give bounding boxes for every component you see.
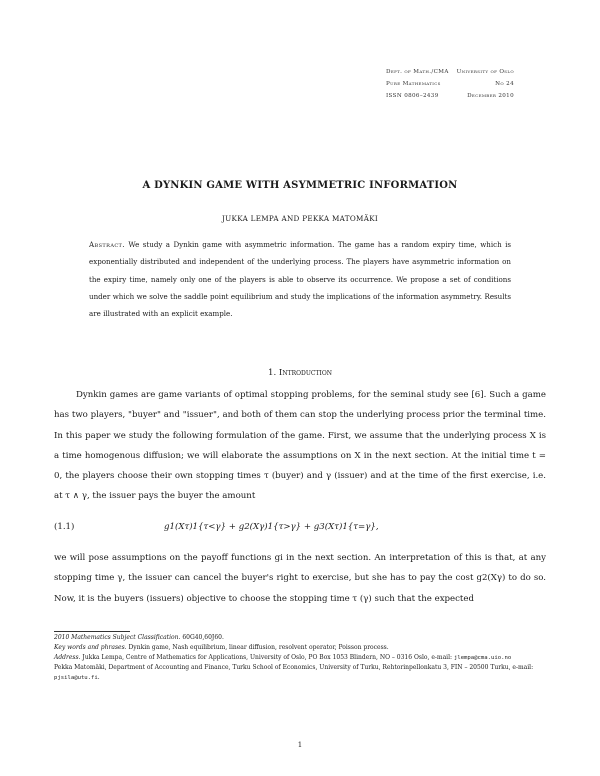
paper-authors: JUKKA LEMPA AND PEKKA MATOMÄKI [221,214,379,223]
paper-title: A DYNKIN GAME WITH ASYMMETRIC INFORMATION [142,180,458,191]
abstract [89,236,511,322]
email-link-2[interactable]: pjsila@utu.fi [54,675,98,682]
equation-1-1 [54,522,546,538]
footnote-keywords [54,643,550,653]
footnote-msc [54,633,550,643]
keywords-value: Dynkin game, Nash equilibrium, linear diffusion, resolvent operator, Poisson process. [128,643,389,651]
footnote-end: . [97,674,100,682]
header-right-1: University of Oslo [456,69,514,75]
equation-number: (1.1) [54,522,75,532]
footnote-address-2 [54,663,550,684]
header-right-2: No 24 [495,81,514,87]
section-title: Introduction [278,368,333,378]
intro-paragraph-2: we will pose assumptions on the payoff functions gi in the next section. An interpretation of this is that, at any stopping time γ, the issuer can cancel the buyer's right to exercise, but she has to pay the cost g2(Xγ) to do so. Now, it is the buyers (issuers) objective to choose the stopping time τ (γ) such that the expected [54,553,546,604]
abstract-label: Abstract. [89,240,125,249]
header-left-3: ISSN 0806–2439 [386,93,439,99]
address-1-text: Jukka Lempa, Centre of Mathematics for Applications, University of Oslo, PO Box 1053 Blindern, NO – 0316 Oslo, e-mail: [82,653,453,661]
header-left-1: Dept. of Math./CMA [386,69,449,75]
header-right-3: December 2010 [467,93,514,99]
address-2-text: Pekka Matomäki, Department of Accounting and Finance, Turku School of Economics, University of Turku, Rehtorinpellonkatu 3, FIN – 20500 Turku, e-mail: [54,664,534,672]
keywords-label: Key words and phrases. [54,643,127,651]
section-number: 1. [267,368,277,378]
address-label: Address. [54,653,81,661]
footnote-address-1 [54,653,550,664]
header-left-2: Pure Mathematics [386,81,441,87]
intro-paragraph-1: Dynkin games are game variants of optimal stopping problems, for the seminal study see [6]. Such a game has two players, "buyer" and "issuer", and both of them can stop the underlying process prior the terminal time. In this paper we study the following formulation of the game. First, we assume that the underlying process X is a time homogenous diffusion; we will elaborate the assumptions on X in the next section. At the initial time t = 0, the players choose their own stopping times τ (buyer) and γ (issuer) and at the time of the first exercise, i.e. at τ ∧ γ, the issuer pays the buyer the amount [54,390,546,502]
section-heading [0,368,600,378]
email-link-1[interactable]: jlempa@cma.uio.no [453,654,512,661]
msc-label: 2010 Mathematics Subject Classification. [54,634,181,641]
msc-value: 60G40,60J60. [182,634,224,641]
equation-formula: g1(Xτ)1{τ<γ} + g2(Xγ)1{τ>γ} + g3(Xτ)1{τ=γ}, [164,522,379,532]
abstract-text: We study a Dynkin game with asymmetric information. The game has a random expiry time, which is exponentially distributed and independent of the underlying process. The players have asymmetric information on the expiry time, namely only one of the players is able to observe its occurrence. We propose a set of conditions under which we solve the saddle point equilibrium and study the implications of the information asymmetry. Results are illustrated with an explicit example. [89,240,511,319]
footnotes [54,633,550,684]
page-number: 1 [297,741,303,749]
footnote-rule [54,631,130,632]
